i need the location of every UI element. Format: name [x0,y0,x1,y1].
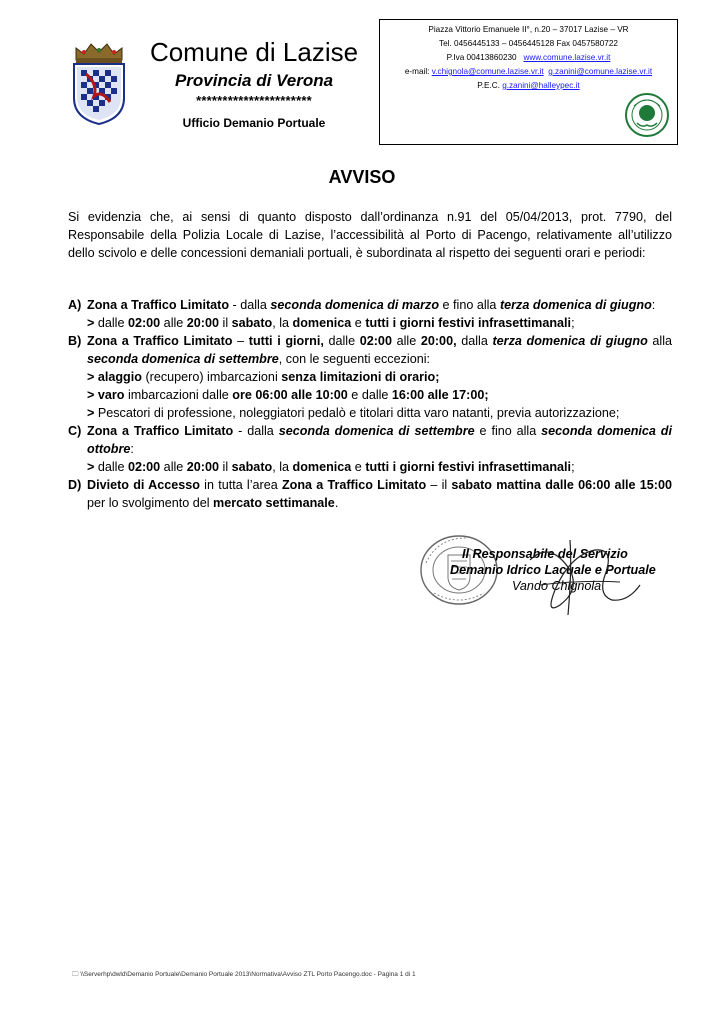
hour-from: 02:00 [127,316,161,330]
pec-label: P.E.C. [477,81,500,90]
rule-text: alla [647,334,673,348]
rule-text: , la [272,460,293,474]
global-power-certification-logo [624,92,670,138]
exception-value: senza limitazioni di orario; [281,370,440,384]
rule-item-d [68,476,672,512]
contact-emails [384,65,673,79]
footer-file-path [72,970,632,979]
rule-zone: Zona a Traffico Limitato [87,424,234,438]
rule-text: e fino alla [474,424,542,438]
period-start: seconda domenica di settembre [278,424,475,438]
signatory-role: Il Responsabile del Servizio [462,547,628,561]
rule-text: ; [571,316,575,330]
signatory-name: Vando Chignola [512,579,602,593]
period-end: seconda domenica di settembre [87,352,279,366]
contact-pec [384,79,673,93]
signatory-department: Demanio Idrico Lacuale e Portuale [450,563,656,577]
handwritten-signature-icon [500,530,650,620]
bullet-marker: > [87,406,98,420]
day-saturday: sabato [231,460,273,474]
rule-text: imbarcazioni dalle [124,388,233,402]
contact-lines [384,23,673,93]
rule-all-days: tutti i giorni, [248,334,324,348]
email-link-zanini[interactable]: g.zanini@comune.lazise.vr.it [548,67,653,76]
rule-text: il [219,460,232,474]
exception-hours: 16:00 alle 17:00; [391,388,489,402]
rule-text: – il [426,478,452,492]
email-link-chignola[interactable]: v.chignola@comune.lazise.vr.it [431,67,544,76]
bullet-marker: > [87,388,98,402]
rule-schedule [87,458,672,476]
rule-key: Divieto di Accesso [87,478,200,492]
hour-from: 02:00 [359,334,392,348]
contact-phones: Tel. 0456445133 – 0456445128 Fax 0457580722 [439,39,618,48]
exception-key: alaggio [97,370,142,384]
contact-address: Piazza Vittorio Emanuele II°, n.20 – 37017 Lazise – VR [428,25,629,34]
org-office: Ufficio Demanio Portuale [182,116,326,130]
rule-text: . [334,496,339,510]
period-end: seconda domenica di ottobre [87,424,672,456]
day-holidays: tutti i giorni festivi infrasettimanali [365,460,572,474]
rule-text: : [130,442,134,456]
org-title: Comune di Lazise [149,37,359,67]
email-label: e-mail: [404,67,430,76]
rules-list [68,296,672,512]
rule-text: in tutta l’area [199,478,282,492]
rule-text: alle [160,460,187,474]
contact-piva: P.Iva 00413860230 [446,53,517,62]
bullet-marker: > [87,316,98,330]
rule-zone: Zona a Traffico Limitato [87,298,230,312]
hour-to: 20:00, [420,334,457,348]
day-sunday: domenica [292,460,352,474]
pec-link[interactable]: g.zanini@halleypec.it [502,81,580,90]
exception-hours: ore 06:00 alle 10:00 [232,388,348,402]
rule-text: , con le seguenti eccezioni: [278,352,430,366]
bullet-marker: > [87,460,98,474]
rule-item-a [68,296,672,332]
day-saturday: sabato [231,316,273,330]
hour-to: 20:00 [186,460,220,474]
notice-intro: Si evidenzia che, ai sensi di quanto disposto dall’ordinanza n.91 del 05/04/2013, prot. 7790, del Responsabile della Polizia Locale di Lazise, l’accessibilità al Porto di Pacengo, relativamente all’utilizzo dello scivolo e delle concessioni demaniali portuali, è subordinata al rispetto dei seguenti orari e periodi: [68,210,672,260]
bullet-marker: > [87,370,98,384]
contact-piva-website [384,51,673,65]
rule-text: dalle [97,460,128,474]
rule-text: dalle [323,334,360,348]
rule-text: Pescatori di professione, noleggiatori pedalò e titolari ditta varo natanti, previa autorizzazione; [97,406,620,420]
website-link[interactable]: www.comune.lazise.vr.it [523,53,611,62]
rule-text: e fino alla [439,298,500,312]
exception-pescatori [87,404,672,422]
day-sunday: domenica [292,316,352,330]
rule-text: , la [272,316,293,330]
rule-text: - dalla [229,298,271,312]
hour-to: 20:00 [186,316,220,330]
period-start: terza domenica di giugno [492,334,648,348]
period-end: terza domenica di giugno [499,298,652,312]
rule-marker: B) [68,334,82,348]
rule-item-b [68,332,672,422]
day-holidays: tutti i giorni festivi infrasettimanali [365,316,572,330]
rule-text: (recupero) imbarcazioni [141,370,282,384]
rule-item-c [68,422,672,476]
rule-schedule [87,314,672,332]
footer-path-text: \\Serverhp\dwld\Demanio Portuale\Demanio Portuale 2013\Normativa\Avviso ZTL Porto Pacengo.doc - Pagina 1 di 1 [80,971,416,978]
rule-marker: C) [68,424,82,438]
org-province: Provincia di Verona [174,71,334,90]
rule-zone: Zona a Traffico Limitato [281,478,427,492]
rule-when: sabato mattina dalle 06:00 alle 15:00 [451,478,672,492]
rule-text: dalle [97,316,128,330]
rule-zone: Zona a Traffico Limitato [87,334,233,348]
exception-varo [87,386,672,404]
rule-text: : [651,298,656,312]
exception-alaggio [87,368,672,386]
rule-text: il [219,316,232,330]
notice-title: AVVISO [328,167,396,187]
hour-from: 02:00 [127,460,161,474]
rule-text: ; [571,460,575,474]
rule-text: dalla [456,334,493,348]
rule-text: - dalla [233,424,279,438]
rule-text: alle [391,334,421,348]
rule-market: mercato settimanale [213,496,335,510]
municipal-crest-icon [68,40,130,126]
rule-text: per lo svolgimento del [87,496,214,510]
rule-text: – [232,334,249,348]
folder-icon: 🗀 [72,971,79,978]
period-start: seconda domenica di marzo [270,298,440,312]
org-separator: ********************** [196,93,312,108]
rule-marker: A) [68,298,82,312]
rule-text: e [351,316,366,330]
rule-text: alle [160,316,187,330]
exception-key: varo [97,388,125,402]
rule-text: e dalle [347,388,392,402]
rule-marker: D) [68,478,82,492]
rule-text: e [351,460,366,474]
